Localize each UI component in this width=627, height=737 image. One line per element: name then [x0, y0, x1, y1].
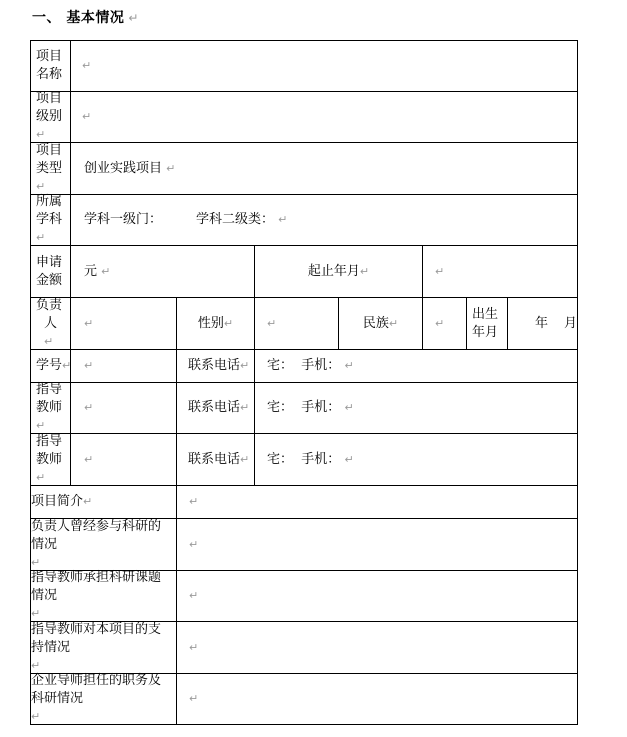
project-level-label [31, 92, 70, 142]
summary-label [31, 486, 176, 518]
discipline-secondary-label: 学科二级类： [196, 212, 275, 227]
project-type-field[interactable] [84, 143, 576, 194]
label-line-2: 科研情况 [31, 691, 84, 706]
label-line-2: 人 [44, 315, 58, 331]
label-line-1: 指导教师承担科研课题 [31, 570, 162, 585]
birth-label [467, 298, 507, 349]
contact-label [182, 350, 254, 382]
home-phone-label: 宅： [267, 358, 294, 373]
mobile-phone-label: 手机： [301, 400, 341, 415]
industry-mentor-label [31, 674, 176, 724]
funding-label [31, 246, 70, 297]
period-field[interactable] [435, 246, 576, 297]
return-mark: ↵ [62, 359, 72, 372]
project-type-label [31, 143, 70, 194]
label-line-2: 年月 [472, 324, 499, 340]
student-id-label [31, 350, 70, 382]
funding-amount-field[interactable] [84, 246, 254, 297]
return-mark: ↵ [267, 316, 277, 330]
leader-research-field[interactable] [189, 519, 576, 570]
label-line-2: 教师 [36, 400, 63, 415]
gender-label-text: 性别 [197, 315, 224, 331]
label-line-1: 所属 [36, 194, 63, 209]
return-mark: ↵ [189, 640, 199, 654]
return-mark: ↵ [44, 334, 54, 348]
project-name-label [31, 41, 70, 91]
return-mark: ↵ [84, 316, 94, 330]
return-mark: ↵ [388, 316, 399, 330]
label-line-1: 申请 [36, 254, 63, 270]
contact-label [182, 434, 254, 485]
return-mark: ↵ [82, 59, 92, 72]
year-label: 年 [535, 315, 549, 331]
label-line-2: 名称 [36, 67, 63, 82]
advisor-2-label [31, 434, 70, 485]
return-mark: ↵ [84, 401, 94, 414]
student-id-label-text: 学号 [36, 358, 63, 373]
section-heading [32, 7, 139, 27]
label-line-2: 学科 [36, 212, 63, 227]
project-level-field[interactable] [82, 92, 576, 142]
mobile-phone-label: 手机： [301, 358, 341, 373]
label-line-1: 项目 [36, 91, 63, 106]
advisor-projects-label [31, 571, 176, 621]
return-mark: ↵ [240, 401, 250, 414]
month-label: 月 [563, 315, 577, 331]
label-line-1: 负责人曾经参与科研的 [31, 518, 162, 534]
student-phone-field[interactable] [267, 350, 576, 382]
label-line-2: 级别 [36, 109, 63, 124]
contact-label-text: 联系电话 [188, 400, 241, 415]
period-label-text: 起止年月 [307, 263, 360, 279]
project-type-value: 创业实践项目 [84, 160, 163, 176]
return-mark: ↵ [359, 264, 370, 278]
ethnicity-field[interactable] [435, 298, 466, 349]
label-line-1: 企业导师担任的职务及 [31, 673, 162, 688]
discipline-primary-label: 学科一级门： [84, 212, 163, 227]
return-mark: ↵ [36, 419, 46, 432]
return-mark: ↵ [166, 161, 176, 175]
return-mark: ↵ [189, 495, 199, 508]
discipline-label [31, 195, 70, 245]
section-heading-text: 一、 基本情况 [32, 10, 125, 26]
return-mark: ↵ [128, 11, 139, 25]
contact-label [182, 383, 254, 433]
leader-label [31, 298, 70, 349]
return-mark: ↵ [36, 231, 46, 244]
contact-label-text: 联系电话 [188, 358, 241, 373]
advisor-1-label [31, 383, 70, 433]
student-id-field[interactable] [84, 350, 176, 382]
summary-field[interactable] [189, 486, 576, 518]
return-mark: ↵ [31, 607, 41, 620]
advisor-support-label [31, 622, 176, 673]
label-line-1: 指导 [36, 382, 63, 397]
label-line-2: 教师 [36, 451, 63, 467]
return-mark: ↵ [36, 128, 46, 141]
table-border-right [577, 40, 578, 725]
advisor-1-name-field[interactable] [84, 383, 176, 433]
label-line-1: 指导 [36, 433, 63, 449]
discipline-primary-field[interactable] [84, 195, 194, 245]
advisor-support-field[interactable] [189, 622, 576, 673]
label-line-2: 类型 [36, 160, 63, 176]
return-mark: ↵ [435, 316, 445, 330]
return-mark: ↵ [82, 110, 92, 123]
ethnicity-label [339, 298, 422, 349]
return-mark: ↵ [435, 264, 445, 278]
return-mark: ↵ [189, 692, 199, 705]
home-phone-label: 宅： [267, 400, 294, 415]
label-line-2: 持情况 [31, 639, 71, 655]
label-line-1: 项目 [36, 142, 63, 158]
advisor-2-phone-field[interactable] [267, 434, 576, 485]
summary-label-text: 项目简介 [31, 494, 84, 509]
return-mark: ↵ [344, 359, 354, 372]
label-line-1: 出生 [472, 306, 499, 322]
funding-unit: 元 [84, 263, 98, 279]
return-mark: ↵ [83, 495, 93, 508]
column-divider [422, 245, 423, 349]
return-mark: ↵ [344, 452, 354, 466]
advisor-1-phone-field[interactable] [267, 383, 576, 433]
return-mark: ↵ [240, 359, 250, 372]
contact-label-text: 联系电话 [188, 451, 241, 467]
return-mark: ↵ [344, 401, 354, 414]
return-mark: ↵ [223, 316, 234, 330]
leader-name-field[interactable] [84, 298, 176, 349]
label-column-divider [70, 40, 71, 486]
return-mark: ↵ [31, 658, 41, 672]
advisor-2-name-field[interactable] [84, 434, 176, 485]
period-label [255, 246, 422, 297]
gender-label [177, 298, 254, 349]
column-divider [176, 485, 177, 725]
label-line-2: 金额 [36, 272, 63, 288]
label-line-1: 负责 [36, 297, 63, 313]
birth-field[interactable] [535, 298, 577, 349]
return-mark: ↵ [240, 452, 250, 466]
advisor-projects-field[interactable] [189, 571, 576, 621]
industry-mentor-field[interactable] [189, 674, 576, 724]
project-name-field[interactable] [82, 41, 576, 91]
label-line-2: 情况 [31, 536, 58, 552]
return-mark: ↵ [84, 452, 94, 466]
return-mark: ↵ [189, 537, 199, 551]
ethnicity-label-text: 民族 [362, 315, 389, 331]
label-line-1: 项目 [36, 49, 63, 64]
discipline-secondary-field[interactable] [196, 195, 396, 245]
column-divider [507, 297, 508, 349]
return-mark: ↵ [84, 359, 94, 372]
return-mark: ↵ [36, 179, 46, 193]
leader-research-label [31, 519, 176, 570]
mobile-phone-label: 手机： [301, 451, 341, 467]
label-line-1: 指导教师对本项目的支 [31, 621, 162, 637]
return-mark: ↵ [31, 555, 41, 569]
return-mark: ↵ [36, 470, 46, 484]
label-line-2: 情况 [31, 588, 58, 603]
return-mark: ↵ [31, 710, 41, 723]
home-phone-label: 宅： [267, 451, 294, 467]
gender-field[interactable] [267, 298, 338, 349]
return-mark: ↵ [101, 264, 111, 278]
return-mark: ↵ [189, 589, 199, 602]
return-mark: ↵ [278, 213, 288, 226]
